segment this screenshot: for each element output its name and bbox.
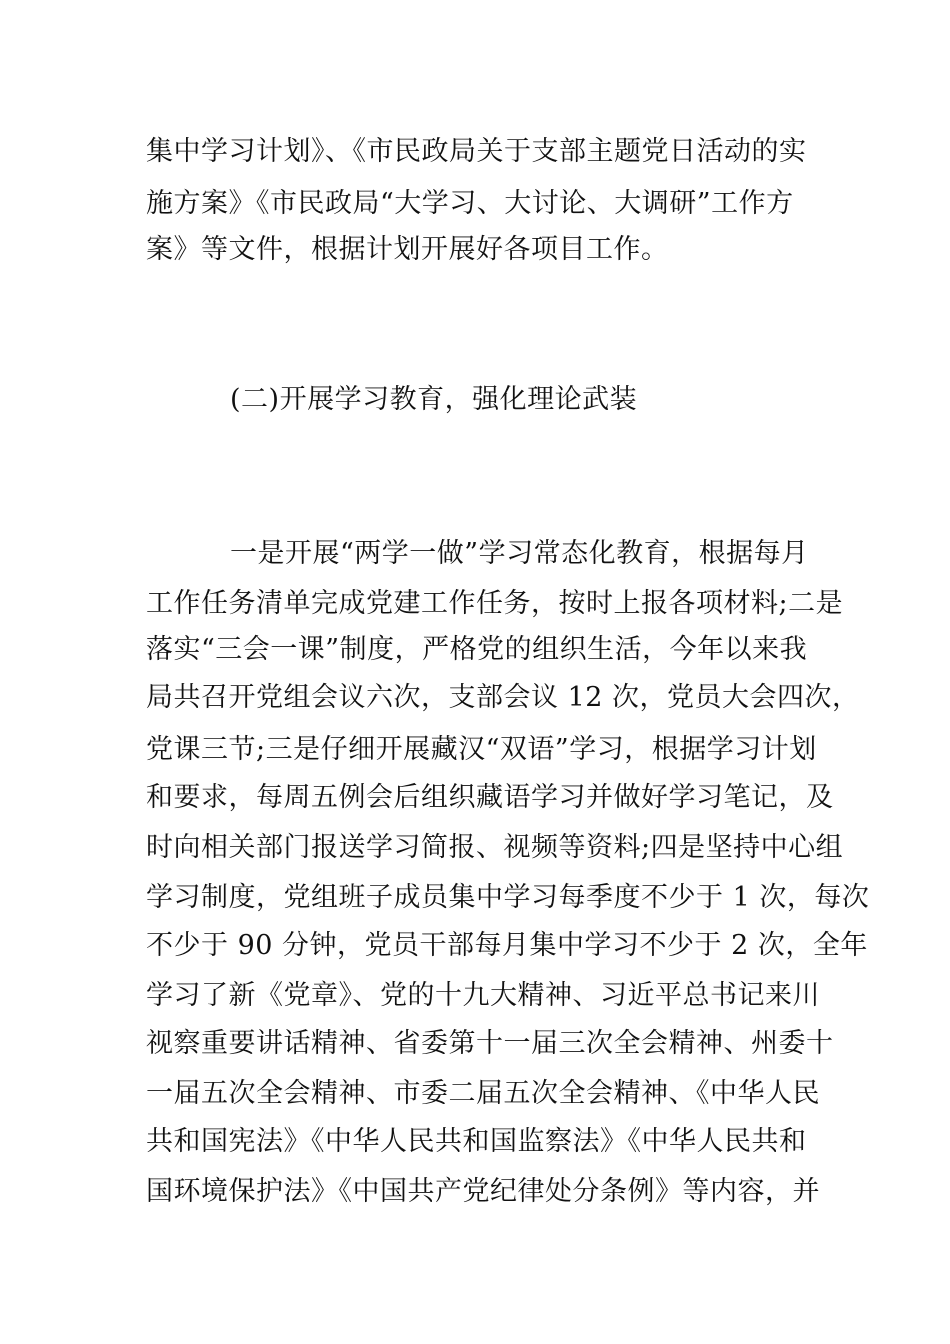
paragraph-main-line-4: 局共召开党组会议六次，支部会议 12 次，党员大会四次， [146,682,860,713]
paragraph-top-line-2: 施方案》《市民政局“大学习、大讨论、大调研”工作方 [146,188,794,219]
paragraph-main-line-8: 学习制度，党组班子成员集中学习每季度不少于 1 次，每次 [146,882,870,913]
paragraph-main-line-12: 一届五次全会精神、市委二届五次全会精神、《中华人民 [146,1078,820,1109]
section-heading: (二)开展学习教育，强化理论武装 [230,384,638,415]
paragraph-main-line-1: 一是开展“两学一做”学习常态化教育，根据每月 [230,538,809,569]
paragraph-main-line-10: 学习了新《党章》、党的十九大精神、习近平总书记来川 [146,980,820,1011]
paragraph-main-line-6: 和要求，每周五例会后组织藏语学习并做好学习笔记，及 [146,782,834,813]
paragraph-main-line-2: 工作任务清单完成党建工作任务，按时上报各项材料;二是 [146,588,844,619]
paragraph-main-line-7: 时向相关部门报送学习简报、视频等资料;四是坚持中心组 [146,832,844,863]
paragraph-top-line-1: 集中学习计划》、《市民政局关于支部主题党日活动的实 [146,136,807,167]
paragraph-main-line-5: 党课三节;三是仔细开展藏汉“双语”学习，根据学习计划 [146,734,817,765]
paragraph-main-line-3: 落实“三会一课”制度，严格党的组织生活，今年以来我 [146,634,808,665]
paragraph-main-line-14: 国环境保护法》《中国共产党纪律处分条例》等内容，并 [146,1176,820,1207]
paragraph-main-line-11: 视察重要讲话精神、省委第十一届三次全会精神、州委十 [146,1028,834,1059]
paragraph-main-line-9: 不少于 90 分钟，党员干部每月集中学习不少于 2 次，全年 [146,930,868,961]
paragraph-main-line-13: 共和国宪法》《中华人民共和国监察法》《中华人民共和 [146,1126,807,1157]
paragraph-top-line-3: 案》等文件，根据计划开展好各项目工作。 [146,234,669,265]
